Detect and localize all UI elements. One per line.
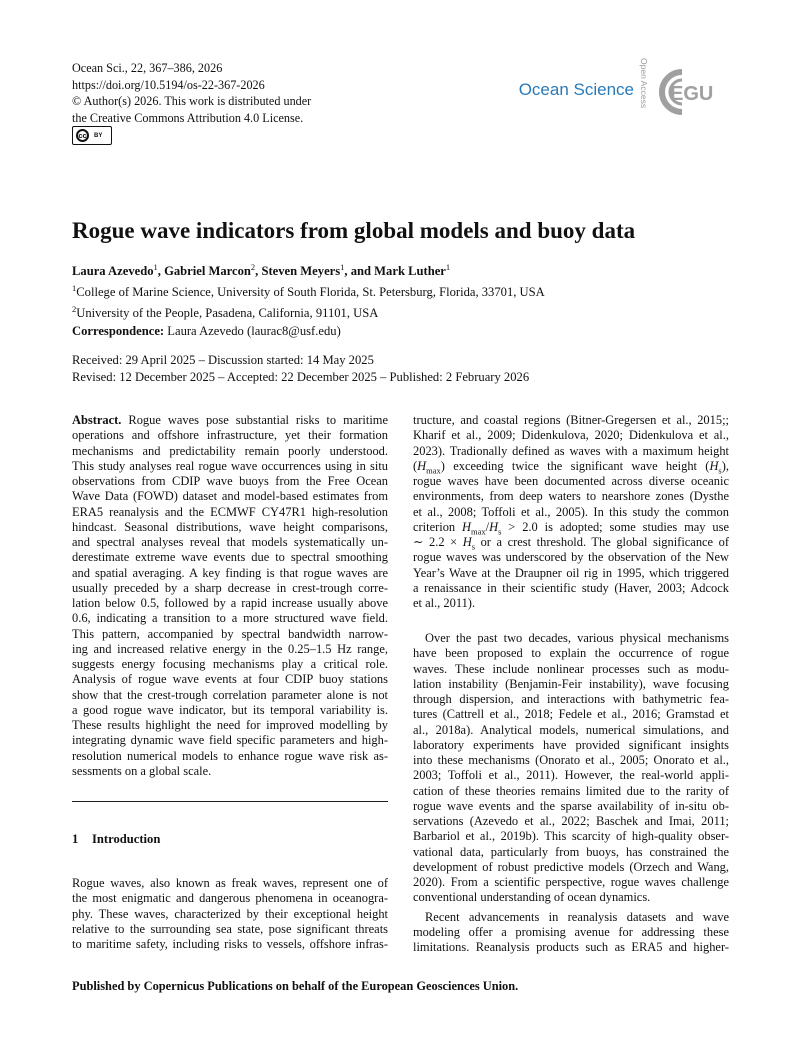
body-line: Barbariol et al., 2019b). This scarcity of high-quality obser-: [413, 829, 729, 844]
body-line: et al., 2011).: [413, 596, 476, 610]
body-line: cation of these theories remains limited due to the rarity of: [413, 783, 729, 798]
body-line: 2003; Toffoli et al., 2011). However, the real-world appli-: [413, 768, 729, 783]
abstract-line: lation below 0.5, followed by a rapid increase usually above: [72, 596, 388, 610]
section-heading: [72, 832, 160, 847]
body-text: ),: [721, 458, 729, 473]
author-separator: , and: [344, 264, 375, 279]
abstract-line: hindcast. Seasonal distributions, wave height comparisons,: [72, 519, 388, 534]
abstract-line: a good rogue wave indicator, but its temporal variability is.: [72, 702, 388, 717]
abstract-line: This pattern, accompanied by spectral bandwidth narrow-: [72, 626, 388, 641]
body-line: et al., 2008; Toffoli et al., 2005). In this study the common: [413, 504, 729, 519]
body-line: laboratory experiments have provided significant insights: [413, 737, 729, 752]
abstract-line: suggests energy focusing mechanisms play a critical role.: [72, 657, 388, 671]
math-symbol: H: [417, 458, 427, 473]
body-line: development of robust predictive models (Orzech and Wang,: [413, 859, 729, 874]
math-subscript: s: [498, 526, 502, 537]
author-name[interactable]: Gabriel Marcon: [164, 264, 251, 279]
intro-left-text: [72, 876, 388, 952]
affil-text: College of Marine Science, University of South Florida, St. Petersburg, Florida, 33701, USA: [76, 285, 545, 300]
author-name[interactable]: Mark Luther: [374, 264, 446, 279]
abstract-line: mechanisms and predictability remain poorly understood.: [72, 443, 388, 458]
body-line: Rogue waves, also known as freak waves, represent one of: [72, 876, 388, 890]
author-name[interactable]: Laura Azevedo: [72, 264, 154, 279]
abstract-line: observations from CDIP wave buoys from the Free Ocean: [72, 474, 388, 488]
abstract-line: and spectral analyses reveal that models systematically un-: [72, 535, 388, 549]
body-line: to maritime safety, including risks to vessels, offshore infras-: [72, 937, 388, 951]
body-line: rogue waves was underscored by the observation of the New: [413, 550, 729, 565]
body-line: tures (Cattrell et al., 2018; Fedele et al., 2016; Gramstad et: [413, 707, 729, 722]
dates-line: Revised: 12 December 2025 – Accepted: 22 December 2025 – Published: 2 February 2026: [72, 369, 530, 384]
abstract-line: [72, 413, 388, 428]
math-symbol: H: [709, 458, 719, 473]
abstract-line: This study analyses real rogue wave occurrences using in situ: [72, 458, 388, 473]
history-dates: [72, 352, 529, 385]
journal-name: Ocean Science: [518, 80, 634, 99]
affiliation: [72, 301, 545, 322]
body-line: Recent advancements in reanalysis datasets and wave: [425, 909, 729, 924]
body-line: rogue wave events and the sparse availability of in-situ ob-: [413, 798, 729, 813]
abstract-line: 0.6, indicating a transition to a more structured wave field.: [72, 611, 388, 626]
abstract-line: operations and offshore infrastructure, yet their formation: [72, 428, 388, 443]
abstract-line: usually preceded by a sharp decrease in crest-trough corre-: [72, 580, 388, 595]
abstract-line: ing and increased relative energy in the 0.25–1.5 Hz range,: [72, 641, 388, 656]
math-symbol: H: [489, 519, 499, 534]
correspondence-label: Correspondence:: [72, 324, 165, 338]
body-line: al., 2018a). Analytical models, numerical simulations, and: [413, 722, 729, 737]
abstract-line: show that the crest-trough correlation parameter alone is not: [72, 687, 388, 702]
body-line: 2020). From a scientific perspective, rogue waves challenge: [413, 875, 729, 889]
body-text: /: [485, 519, 490, 534]
correspondence: [72, 324, 341, 339]
author-affil-sup: 1: [340, 262, 345, 272]
body-line: through dispersion, and interactions with bathymetric fea-: [413, 692, 729, 706]
body-text: > 2.0 is adopted; some studies may use: [501, 519, 729, 534]
author-affil-sup: 1: [153, 262, 158, 272]
body-line: a renaissance in their scientific study (Haver, 2003; Adcock: [413, 580, 729, 595]
body-line: environments, from deep waters to nearshore zones (Dysthe: [413, 489, 729, 504]
body-line: modeling offer a promising avenue for addressing these: [413, 924, 729, 939]
open-access-label: [638, 58, 650, 124]
citation: Ocean Sci., 22, 367–386, 2026: [72, 61, 223, 75]
body-text: ) exceeding twice the significant wave height (: [440, 458, 710, 473]
body-line: conventional understanding of ocean dynamics.: [413, 890, 651, 905]
by-glyph: BY: [94, 132, 103, 139]
abstract-line: integrating dynamic wave field specific parameters and high-: [72, 733, 388, 748]
body-line: waves. These include nonlinear processes such as modu-: [413, 661, 729, 676]
body-line: phy. These waves, characterized by their exceptional height: [72, 906, 388, 921]
affil-sup: 2: [72, 303, 77, 314]
cc-by-license-icon[interactable]: [72, 126, 112, 145]
affiliations: [72, 280, 545, 321]
body-line: servations (Azevedo et al., 2022; Baschek and Imai, 2011;: [413, 814, 729, 828]
body-text: criterion: [413, 519, 463, 534]
body-text: ∼ 2.2 ×: [413, 535, 463, 549]
doi-link[interactable]: https://doi.org/10.5194/os-22-367-2026: [72, 77, 265, 92]
copyright-line: © Author(s) 2026. This work is distributed under: [72, 94, 312, 108]
affiliation: [72, 280, 545, 301]
math-subscript: max: [471, 526, 486, 537]
body-line: Year’s Wave at the Draupner oil rig in 1995, which triggered: [413, 565, 729, 580]
author-list: [72, 262, 450, 279]
body-line: rogue waves have been documented across diverse oceanic: [413, 474, 729, 488]
section-title: Introduction: [92, 832, 161, 846]
math-subscript: max: [426, 465, 441, 476]
math-subscript: s: [718, 465, 722, 476]
body-line-math: [413, 535, 729, 550]
body-line-math: [413, 520, 729, 535]
body-line: lation instability (Benjamin-Feir instability), wave focusing: [413, 676, 729, 691]
abstract-line: derestimate extreme wave events due to spectral smoothing: [72, 550, 388, 565]
affil-text: University of the People, Pasadena, California, 91101, USA: [76, 305, 379, 320]
intro-right-paragraph-1: [413, 413, 729, 611]
body-line: into these mechanisms (Onorato et al., 2005; Onorato et al.,: [413, 753, 729, 767]
abstract-line: resolution numerical models to enhance rogue wave risk as-: [72, 748, 388, 763]
math-symbol: H: [462, 519, 471, 534]
author-separator: ,: [157, 264, 165, 279]
correspondence-text[interactable]: Laura Azevedo (laurac8@usf.edu): [167, 324, 341, 338]
abstract-label: Abstract.: [72, 413, 122, 427]
body-line: Kharif et al., 2009; Didenkulova, 2020; Didenkulova et al.,: [413, 428, 729, 443]
abstract-line: These results highlight the need for improved modelling by: [72, 718, 388, 732]
author-affil-sup: 2: [250, 262, 256, 272]
dates-line: Received: 29 April 2025 – Discussion started: 14 May 2025: [72, 353, 374, 367]
intro-right-paragraph-2: [413, 631, 729, 955]
body-line: Over the past two decades, various physical mechanisms: [425, 631, 729, 645]
author-name[interactable]: Steven Meyers: [261, 264, 341, 279]
body-line: the most enigmatic and dangerous phenomena in oceanogra-: [72, 891, 388, 906]
body-line: relative to the surrounding sea state, pose significant threats: [72, 921, 388, 936]
paren: (: [413, 458, 418, 473]
math-symbol: H: [462, 535, 472, 549]
publisher-footer: Published by Copernicus Publications on behalf of the European Geosciences Union.: [72, 979, 519, 993]
abstract-line: Analysis of rogue wave events at four CDIP buoy stations: [72, 672, 388, 687]
math-subscript: s: [471, 541, 476, 552]
body-line: have been proposed to explain the occurrence of rogue: [413, 646, 729, 661]
license-line: the Creative Commons Attribution 4.0 License.: [72, 110, 304, 125]
affil-sup: 1: [72, 283, 77, 293]
body-line: tructure, and coastal regions (Bitner-Gregersen et al., 2015;;: [413, 413, 729, 427]
abstract-line: ERA5 reanalysis and the ECMWF CY47R1 high-resolution: [72, 504, 388, 519]
section-number: 1: [72, 832, 79, 846]
author-affil-sup: 1: [445, 262, 451, 272]
body-line: limitations. Reanalysis products such as ERA5 and higher-: [413, 940, 729, 954]
abstract-line: and spatial averaging. A key finding is that rogue waves are: [72, 565, 388, 580]
abstract-text: Rogue waves pose substantial risks to maritime: [121, 413, 388, 427]
author-separator: ,: [255, 264, 262, 279]
article-meta: [72, 60, 311, 126]
body-line-math: [413, 459, 729, 474]
open-access-text: Open Access: [639, 58, 649, 109]
egu-logo-icon: [656, 66, 730, 118]
body-line: 2023). Tradionally defined as waves with a maximum height: [413, 443, 729, 458]
abstract-line: Wave Data (FOWD) dataset and model-based estimates from: [72, 489, 388, 504]
cc-glyph: cc: [76, 129, 89, 142]
body-line: vational data, particularly from buoys, has constrained the: [413, 844, 729, 859]
abstract: [72, 413, 388, 779]
egu-logo-text: EGU: [670, 83, 714, 105]
body-text: or a crest threshold. The global significance of: [475, 535, 730, 549]
abstract-line: sessments on a global scale.: [72, 763, 212, 778]
article-title: Rogue wave indicators from global models and buoy data: [72, 218, 636, 243]
abstract-divider: [72, 801, 388, 802]
